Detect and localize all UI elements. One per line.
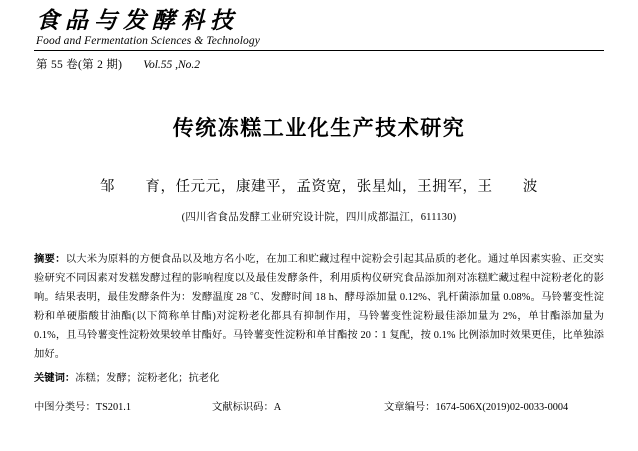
document-code-value: A <box>273 401 282 413</box>
page-title: 传统冻糕工业化生产技术研究 <box>172 116 466 140</box>
keywords-label: 关键词： <box>34 373 76 385</box>
abstract <box>34 250 604 364</box>
keywords <box>34 370 604 389</box>
issue-volume-cn: 第 55 卷(第 2 期) <box>36 59 123 72</box>
document-code-label: 文献标识码： <box>212 401 274 413</box>
article-meta <box>34 398 604 413</box>
journal-title-cn: 食品与发酵科技 <box>36 8 239 33</box>
abstract-text: 以大米为原料的方便食品以及地方名小吃，在加工和贮藏过程中淀粉会引起其品质的老化。通过单因素实验、正交实验研究不同因素对发糕发酵过程的影响程度以及最佳发酵条件，利用质构仪研究食品添加剂对冻糕贮藏过程中淀粉老化的影响。结果表明，最佳发酵条件为：发酵温度 28 ℃、发酵时间 18 h、酵母添加量 0.12%、乳杆菌添加量 0.08%。马铃薯变性淀粉和单硬脂酸甘油酯(以下简称单甘酯)对淀粉老化都具有抑制作用，马铃薯变性淀粉最佳添加量为 2%，单甘酯添加量为 0.1%，且马铃薯变性淀粉效果较单甘酯好。马铃薯变性淀粉和单甘酯按 20∶1 复配，按 0.1% 比例添加时效果更佳，比单独添加好。 <box>34 254 604 361</box>
article-number-label: 文章编号： <box>384 401 436 413</box>
document-code <box>212 398 384 413</box>
masthead-divider <box>34 50 604 51</box>
journal-title-en: Food and Fermentation Sciences & Technology <box>36 35 260 48</box>
article-number <box>384 398 604 413</box>
issue-line <box>34 56 604 72</box>
clc-label: 中图分类号： <box>34 401 96 413</box>
author-list: 邹 育，任元元，康建平，孟资宽，张星灿，王拥军，王 波 <box>100 179 538 195</box>
clc-number <box>34 398 212 413</box>
keywords-text: 冻糕；发酵；淀粉老化；抗老化 <box>75 373 220 385</box>
masthead <box>34 8 604 70</box>
article-number-value: 1674-506X(2019)02-0033-0004 <box>435 401 569 413</box>
clc-value: TS201.1 <box>95 401 131 413</box>
affiliation: (四川省食品发酵工业研究设计院，四川成都温江，611130) <box>181 212 457 223</box>
abstract-label: 摘要： <box>34 254 66 265</box>
issue-volume-en: Vol.55 ,No.2 <box>143 59 201 72</box>
